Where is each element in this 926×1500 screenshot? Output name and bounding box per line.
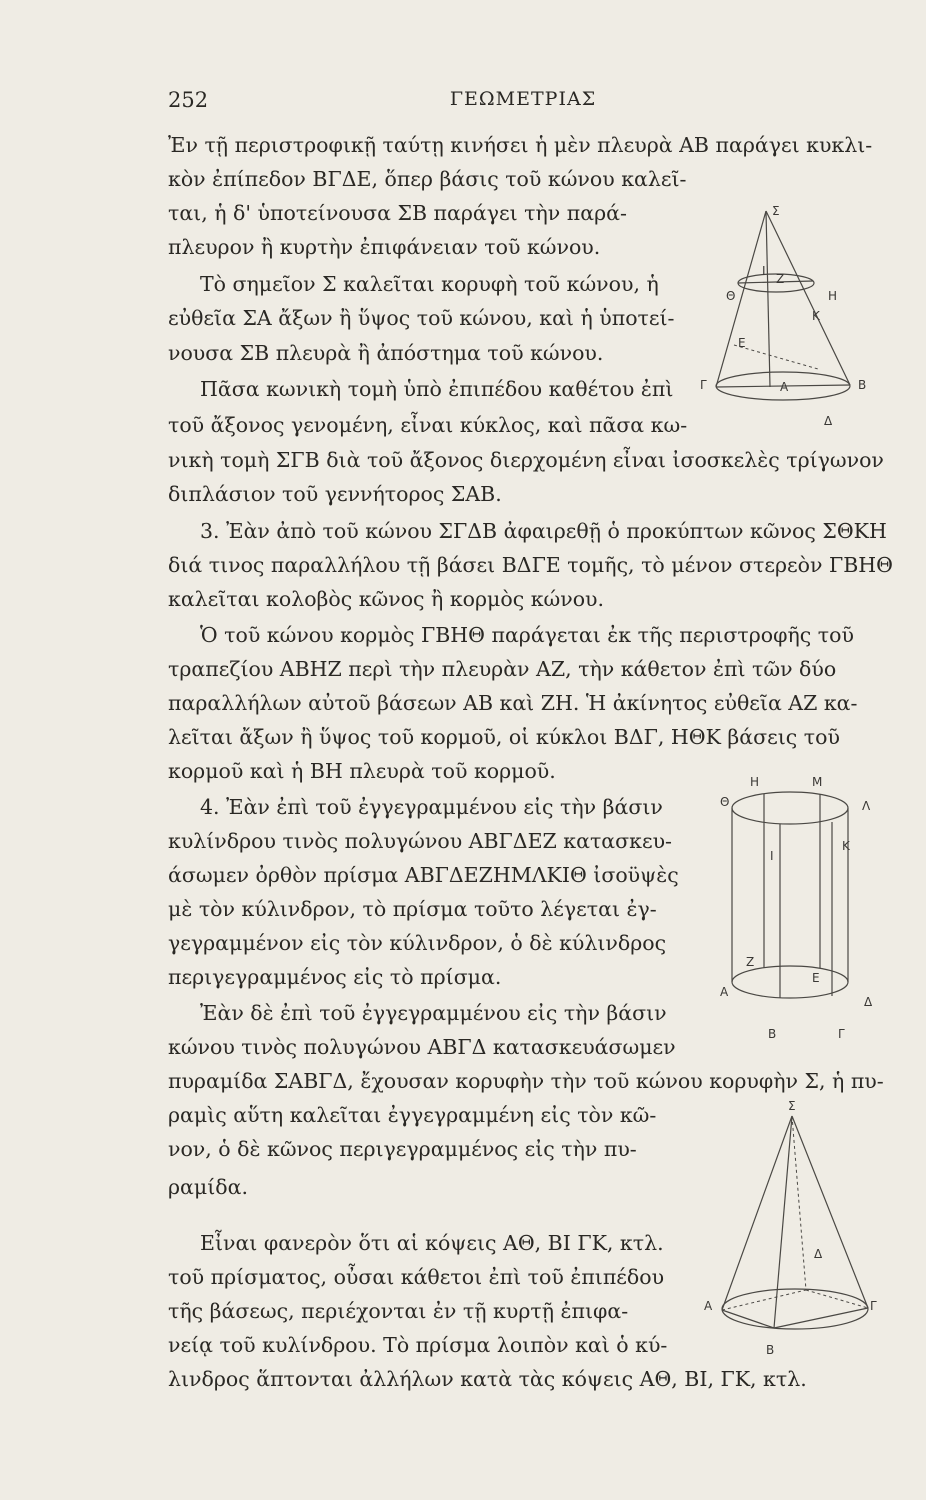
- text-line: κώνου τινὸς πολυγώνου ΑΒΓΔ κατασκευάσωμεν: [168, 1035, 676, 1059]
- text-line: κυλίνδρου τινὸς πολυγώνου ΑΒΓΔΕΖ κατασκευ-: [168, 829, 672, 853]
- text-line: διά τινος παραλλήλου τῇ βάσει ΒΔΓΕ τομῆς, τὸ μένον στερεὸν ΓΒΗΘ: [168, 553, 893, 577]
- text-line: εὐθεῖα ΣΑ ἄξων ἢ ὕψος τοῦ κώνου, καὶ ἡ ὑποτεί-: [168, 306, 675, 330]
- text-line: κὸν ἐπίπεδον ΒΓΔΕ, ὅπερ βάσις τοῦ κώνου καλεῖ-: [168, 167, 687, 191]
- cyl-label-z: Z: [746, 955, 755, 969]
- text-line: κορμοῦ καὶ ἡ ΒΗ πλευρὰ τοῦ κορμοῦ.: [168, 759, 556, 783]
- text-line: διπλάσιον τοῦ γεννήτορος ΣΑΒ.: [168, 482, 502, 506]
- cylinder-figure: [720, 770, 880, 1060]
- cone-figure: [700, 205, 870, 435]
- pyramid-figure: [700, 1098, 880, 1380]
- text-line: ραμίδα.: [168, 1175, 248, 1199]
- text-line: νον, ὁ δὲ κῶνος περιγεγραμμένος εἰς τὴν πυ-: [168, 1137, 637, 1161]
- text-line: περιγεγραμμένος εἰς τὸ πρίσμα.: [168, 965, 502, 989]
- page-number: 252: [168, 88, 209, 112]
- cone-label-b: B: [858, 378, 867, 392]
- text-line: τοῦ ἄξονος γενομένη, εἶναι κύκλος, καὶ πᾶσα κω-: [168, 413, 688, 437]
- cone-label-z: Z: [776, 272, 785, 286]
- text-line: ται, ἡ δ' ὑποτείνουσα ΣΒ παράγει τὴν παρά-: [168, 201, 627, 225]
- text-line: 3. Ἐὰν ἀπὸ τοῦ κώνου ΣΓΔΒ ἀφαιρεθῇ ὁ προκύπτων κῶνος ΣΘΚΗ: [200, 519, 887, 543]
- text-line: Εἶναι φανερὸν ὅτι αἱ κόψεις ΑΘ, ΒΙ ΓΚ, κτλ.: [200, 1231, 664, 1255]
- cone-label-e: E: [738, 336, 746, 350]
- text-line: Πᾶσα κωνικὴ τομὴ ὑπὸ ἐπιπέδου καθέτου ἐπὶ: [200, 377, 674, 401]
- text-line: πλευρον ἢ κυρτὴν ἐπιφάνειαν τοῦ κώνου.: [168, 235, 601, 259]
- text-line: παραλλήλων αὐτοῦ βάσεων ΑΒ καὶ ΖΗ. Ἡ ἀκίνητος εὐθεῖα ΑΖ κα-: [168, 691, 858, 715]
- cone-label-theta: Θ: [726, 289, 736, 303]
- pyr-label-sigma: Σ: [788, 1099, 796, 1113]
- text-line: τοῦ πρίσματος, οὖσαι κάθετοι ἐπὶ τοῦ ἐπιπέδου: [168, 1265, 665, 1289]
- text-line: τραπεζίου ΑΒΗΖ περὶ τὴν πλευρὰν ΑΖ, τὴν κάθετον ἐπὶ τῶν δύο: [168, 657, 837, 681]
- text-line: μὲ τὸν κύλινδρον, τὸ πρίσμα τοῦτο λέγεται ἐγ-: [168, 897, 657, 921]
- text-line: Ἐν τῇ περιστροφικῇ ταύτῃ κινήσει ἡ μὲν πλευρὰ ΑΒ παράγει κυκλι-: [168, 133, 873, 157]
- text-line: Ἐὰν δὲ ἐπὶ τοῦ ἐγγεγραμμένου εἰς τὴν βάσιν: [200, 1001, 667, 1025]
- text-line: ραμὶς αὕτη καλεῖται ἐγγεγραμμένη εἰς τὸν κῶ-: [168, 1103, 657, 1127]
- text-line: 4. Ἐὰν ἐπὶ τοῦ ἐγγεγραμμένου εἰς τὴν βάσιν: [200, 795, 663, 819]
- cone-label-h: H: [828, 289, 838, 303]
- cyl-label-a: A: [720, 985, 729, 999]
- cone-label-k: K: [812, 309, 820, 323]
- cyl-label-delta: Δ: [864, 995, 873, 1009]
- text-line: πυραμίδα ΣΑΒΓΔ, ἔχουσαν κορυφὴν τὴν τοῦ κώνου κορυφὴν Σ, ἡ πυ-: [168, 1069, 884, 1093]
- text-line: Τὸ σημεῖον Σ καλεῖται κορυφὴ τοῦ κώνου, ἡ: [200, 272, 659, 296]
- text-line: λινδρος ἅπτονται ἀλλήλων κατὰ τὰς κόψεις ΑΘ, ΒΙ, ΓΚ, κτλ.: [168, 1367, 807, 1391]
- pyr-label-a: A: [704, 1299, 713, 1313]
- cone-label-sigma: Σ: [772, 204, 780, 218]
- text-line: λεῖται ἄξων ἢ ὕψος τοῦ κορμοῦ, οἱ κύκλοι ΒΔΓ, ΗΘΚ βάσεις τοῦ: [168, 725, 840, 749]
- text-line: τῆς βάσεως, περιέχονται ἐν τῇ κυρτῇ ἐπιφα-: [168, 1299, 629, 1323]
- cyl-label-gamma: Γ: [838, 1027, 845, 1041]
- text-line: Ὁ τοῦ κώνου κορμὸς ΓΒΗΘ παράγεται ἐκ τῆς περιστροφῆς τοῦ: [200, 623, 854, 647]
- cone-label-a: A: [780, 380, 789, 394]
- cyl-label-i: I: [770, 849, 774, 863]
- text-line: νείᾳ τοῦ κυλίνδρου. Τὸ πρίσμα λοιπὸν καὶ ὁ κύ-: [168, 1333, 668, 1357]
- cone-label-gamma: Γ: [700, 378, 707, 392]
- cyl-label-theta: Θ: [720, 795, 730, 809]
- cyl-label-k: K: [842, 839, 850, 853]
- cone-label-i: I: [762, 264, 766, 278]
- pyr-label-delta: Δ: [814, 1247, 823, 1261]
- text-line: νικὴ τομὴ ΣΓΒ διὰ τοῦ ἄξονος διερχομένη εἶναι ἰσοσκελὲς τρίγωνον: [168, 448, 884, 472]
- cyl-label-m: M: [812, 775, 823, 789]
- pyr-label-b: B: [766, 1343, 775, 1357]
- cyl-label-b: B: [768, 1027, 777, 1041]
- text-line: άσωμεν ὀρθὸν πρίσμα ΑΒΓΔΕΖΗΜΛΚΙΘ ἰσοϋψὲς: [168, 863, 679, 887]
- cyl-label-h: H: [750, 775, 760, 789]
- cone-label-delta: Δ: [824, 414, 833, 428]
- running-title: ΓΕΩΜΕΤΡΙΑΣ: [449, 88, 597, 110]
- text-line: νουσα ΣΒ πλευρὰ ἢ ἀπόστημα τοῦ κώνου.: [168, 341, 604, 365]
- text-line: γεγραμμένον εἰς τὸν κύλινδρον, ὁ δὲ κύλινδρος: [168, 931, 667, 955]
- cyl-label-lambda: Λ: [862, 799, 871, 813]
- cyl-label-e: E: [812, 971, 820, 985]
- pyr-label-gamma: Γ: [870, 1299, 877, 1313]
- page-header: [168, 88, 878, 118]
- text-line: καλεῖται κολοβὸς κῶνος ἢ κορμὸς κώνου.: [168, 587, 605, 611]
